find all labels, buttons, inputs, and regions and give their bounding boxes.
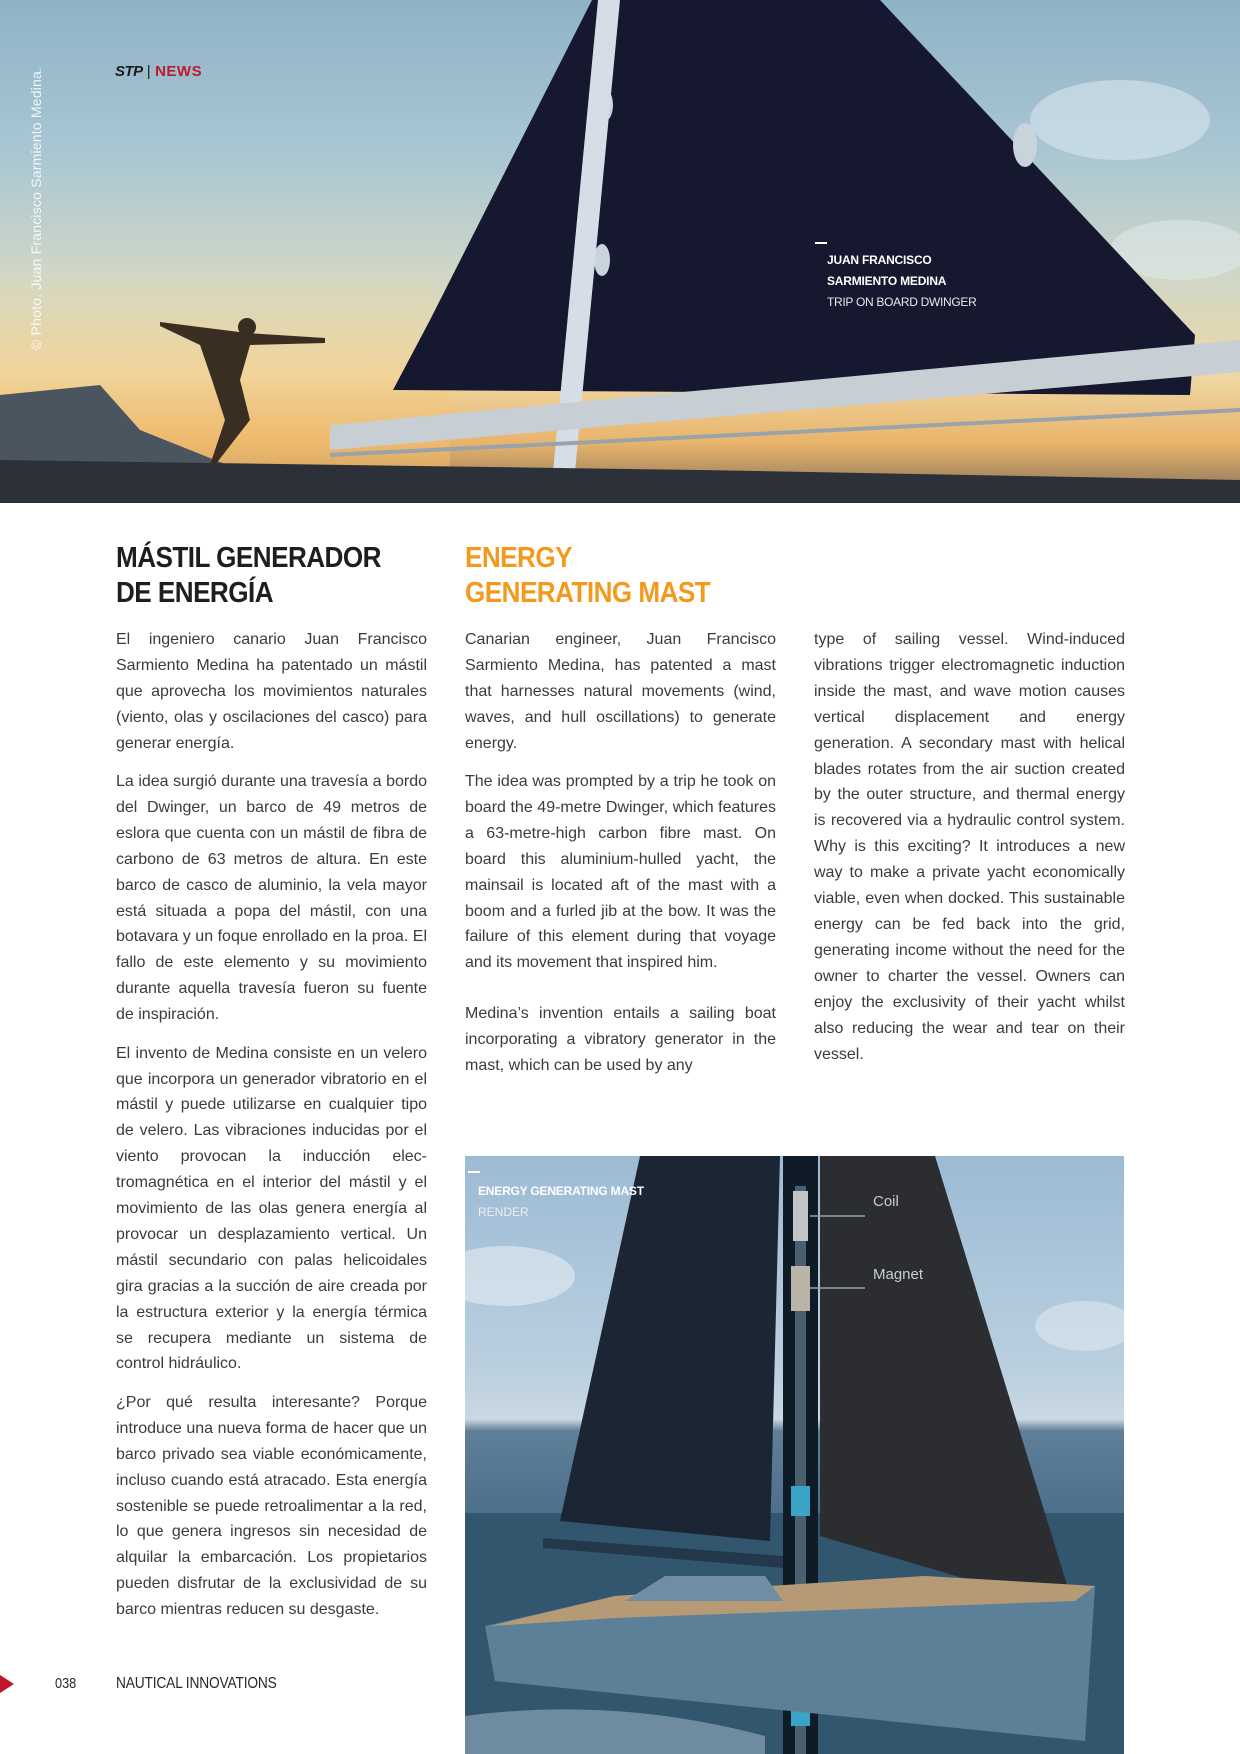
paragraph: type of sailing vessel. Wind-induced vibrations trigger electromagnetic induction inside the mast, and wave motion causes vertical displacement and energy generation. A secondary mast with helical blades rotates from the air suction created by the outer structure, and thermal energy is recovered via a hydraulic control system. Why is this exciting? It introduces a new way to make a private yacht economically viable, even when docked. This sustainable energy can be fed back into the grid, generating income without the need for the owner to charter the vessel. Owners can enjoy the exclusivity of their yacht whilst also reducing the wear and tear on their vessel.	[814, 631, 1125, 1063]
paragraph: El ingeniero canario Juan Francisco Sarmiento Medina ha patentado un mástil que aprovecha los movimientos naturales (viento, olas y oscilaciones del casco) para generar energía.	[116, 631, 427, 752]
article-column-english-1	[465, 627, 776, 1092]
photo-credit: © Photo. Juan Francisco Sarmiento Medina.	[28, 66, 44, 350]
article-column-spanish	[116, 627, 427, 1636]
logo-section: NEWS	[155, 63, 203, 80]
cloud	[1030, 80, 1210, 160]
headline-english-line2: GENERATING MAST	[465, 577, 711, 609]
render-caption-title: ENERGY GENERATING MAST	[478, 1184, 644, 1198]
magnet-component	[791, 1266, 810, 1311]
hero-caption	[827, 250, 977, 313]
hero-photo	[0, 0, 1240, 503]
mainsail	[393, 0, 1195, 395]
caption-subtitle: TRIP ON BOARD DWINGER	[827, 295, 977, 309]
render-caption	[478, 1181, 644, 1223]
logo-separator: |	[146, 63, 152, 80]
paragraph: Canarian engineer, Juan Francisco Sarmiento Medina, has patented a mast that harnesses natural movements (wind, waves, and hull oscillations) to generate energy.	[465, 631, 776, 752]
caption-dash	[468, 1171, 480, 1173]
page-marker-arrow-icon	[0, 1675, 14, 1693]
deck-edge	[0, 460, 1240, 503]
caption-name-line2: SARMIENTO MEDINA	[827, 274, 947, 288]
section-title: NAUTICAL INNOVATIONS	[116, 1675, 277, 1692]
label-magnet: Magnet	[873, 1266, 924, 1283]
generator-component	[791, 1486, 810, 1516]
caption-name-line1: JUAN FRANCISCO	[827, 253, 932, 267]
page-number: 038	[55, 1675, 77, 1692]
render-caption-subtitle: RENDER	[478, 1205, 529, 1219]
paragraph: El invento de Medina consiste en un velero que incorpora un generador vibratorio en el mástil y puede utilizarse en cualquier tipo de velero. Las vibraciones inducidas por el viento provocan la inducción electromagnética en el interior del mástil y el movimiento de las olas genera energía al provocar un desplazamiento vertical. Un mástil secundario con palas helicoidales gira gracias a la succión de aire creada por la estructura exterior y la energía térmica se recupera mediante un sistema de control hidráulico.	[116, 1044, 427, 1373]
cloud	[1035, 1301, 1124, 1351]
headline-spanish	[116, 541, 381, 611]
logo-brand: STP	[115, 63, 143, 80]
yacht-render-illustration	[465, 1156, 1124, 1754]
headline-spanish-line1: MÁSTIL GENERADOR	[116, 542, 381, 574]
publication-logo	[115, 63, 202, 80]
paragraph: The idea was prompted by a trip he took on board the 49-metre Dwinger, which features a 63-metre-high carbon fibre mast. On board this aluminium-hulled yacht, the mainsail is located aft of the mast with a boom and a furled jib at the bow. It was the failure of this element during that voyage and its movement that inspired him.	[465, 773, 776, 972]
sail-batten	[1013, 123, 1037, 167]
jib-sail	[820, 1156, 1075, 1611]
sail-batten	[594, 244, 610, 276]
caption-dash	[815, 242, 827, 244]
headline-english-line1: ENERGY	[465, 542, 572, 574]
paragraph: La idea surgió durante una travesía a bordo del Dwinger, un barco de 49 metros de eslora que cuenta con un mástil de fibra de carbono de 63 metros de altura. En este barco de casco de aluminio, la vela mayor está situada a popa del mástil, con una botavara y un foque enrollado en la proa. El fallo de este elemento y su movimiento durante aquella travesía fueron su fuente de inspiración.	[116, 773, 427, 1024]
headline-spanish-line2: DE ENERGÍA	[116, 577, 274, 609]
paragraph: ¿Por qué resulta interesante? Porque introduce una nueva forma de hacer que un barco privado sea viable económicamente, incluso cuando está atracado. Esta energía sostenible se puede retroalimentar a la red, lo que genera ingresos sin necesidad de alquilar la embarcación. Los propietarios pueden disfrutar de la exclusividad de su barco mientras reducen su desgaste.	[116, 1393, 427, 1619]
paragraph: Medina’s invention entails a sailing boat incorporating a vibratory generator in the mast, which can be used by any	[465, 1005, 776, 1075]
label-coil: Coil	[873, 1193, 899, 1210]
render-image	[465, 1156, 1124, 1754]
headline-english	[465, 541, 710, 611]
article-column-english-2	[814, 627, 1125, 1080]
cloud	[465, 1246, 575, 1306]
coil-component	[793, 1191, 808, 1241]
